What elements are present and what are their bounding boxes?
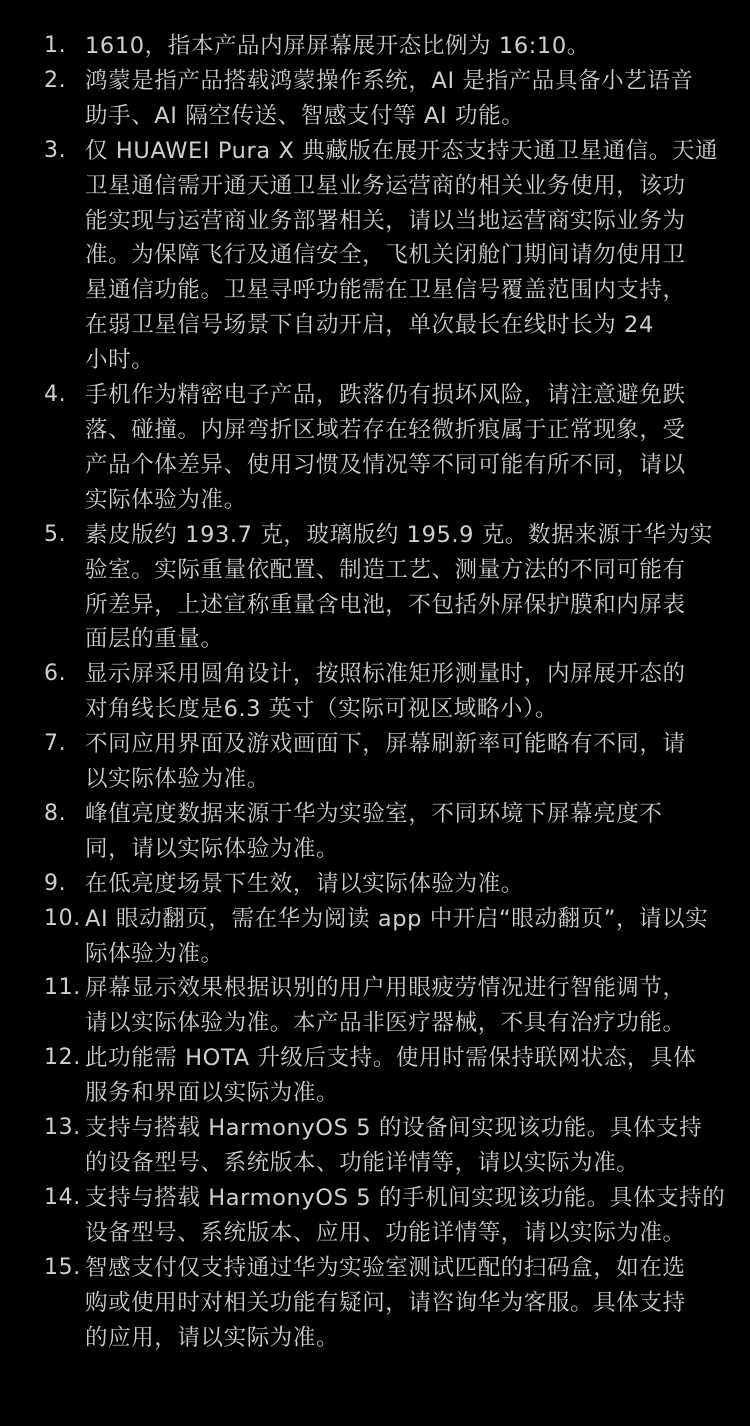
footnote-item (0, 902, 709, 972)
footnote-text-line: 同，请以实际体验为准。 (85, 835, 340, 862)
footnote-text-line: 小时。 (85, 347, 155, 374)
footnote-item (0, 64, 705, 134)
footnote-text-line: 能实现与运营商业务部署相关，请以当地运营商实际业务为 (85, 207, 686, 234)
footnote-text-line: 验室。实际重量依配置、制造工艺、测量方法的不同可能有 (85, 556, 686, 583)
footnote-text-line: 购或使用时对相关功能有疑问，请咨询华为客服。具体支持 (85, 1289, 686, 1316)
footnote-text-line: AI 眼动翻页，需在华为阅读 app 中开启“眼动翻页”，请以实 (85, 905, 709, 932)
footnote-text-line: 鸿蒙是指产品搭载鸿蒙操作系统，AI 是指产品具备小艺语音 (85, 67, 694, 94)
footnote-number: 4. (44, 382, 67, 408)
footnote-item (0, 134, 719, 378)
footnote-item (0, 727, 705, 797)
footnote-text-line: 峰值亮度数据来源于华为实验室，不同环境下屏幕亮度不 (85, 800, 663, 827)
footnote-text-line: 卫星通信需开通天通卫星业务运营商的相关业务使用，该功 (85, 172, 686, 199)
footnote-text-line: 所差异，上述宣称重量含电池，不包括外屏保护膜和内屏表 (85, 591, 686, 618)
footnote-text-line: 服务和界面以实际为准。 (85, 1080, 340, 1107)
footnote-item (0, 1111, 705, 1181)
footnote-text-line: 的设备型号、系统版本、功能详情等，请以实际为准。 (85, 1150, 640, 1176)
footnote-text-line: 请以实际体验为准。本产品非医疗器械，不具有治疗功能。 (85, 1010, 686, 1037)
footnote-text-line: 此功能需 HOTA 升级后支持。使用时需保持联网状态，具体 (85, 1045, 697, 1072)
footnote-text-line: 落、碰撞。内屏弯折区域若存在轻微折痕属于正常现象，受 (85, 416, 686, 443)
footnote-text-line: 素皮版约 193.7 克，玻璃版约 195.9 克。数据来源于华为实 (85, 521, 713, 548)
footnote-text-line: 在弱卫星信号场景下自动开启，单次最长在线时长为 24 (85, 312, 654, 339)
footnote-text-line: 设备型号、系统版本、应用、功能详情等，请以实际为准。 (85, 1219, 686, 1246)
footnote-number: 15. (44, 1254, 81, 1280)
footnote-text-line: 实际体验为准。 (85, 486, 247, 513)
footnote-item (0, 867, 705, 902)
footnote-text-line: 支持与搭载 HarmonyOS 5 的手机间实现该功能。具体支持的 (85, 1184, 726, 1211)
footnote-text-line: 1610，指本产品内屏屏幕展开态比例为 16:10。 (85, 33, 590, 59)
footnote-text-line: 助手、AI 隔空传送、智感支付等 AI 功能。 (85, 102, 525, 129)
footnote-item (0, 1041, 705, 1111)
footnote-number: 7. (44, 731, 67, 757)
footnote-text-line: 支持与搭载 HarmonyOS 5 的设备间实现该功能。具体支持 (85, 1115, 703, 1142)
footnote-number: 11. (44, 975, 81, 1001)
footnote-item (0, 518, 713, 658)
footnote-number: 2. (44, 67, 67, 93)
footnote-number: 14. (44, 1184, 81, 1210)
footnote-number: 13. (44, 1115, 81, 1141)
footnote-number: 5. (44, 521, 67, 547)
footnote-text-line: 显示屏采用圆角设计，按照标准矩形测量时，内屏展开态的 (85, 661, 686, 688)
footnote-item (0, 378, 705, 518)
footnote-item (0, 797, 705, 867)
footnote-number: 9. (44, 870, 67, 896)
footnote-text-line: 以实际体验为准。 (85, 766, 270, 793)
footnote-text-line: 手机作为精密电子产品，跌落仍有损坏风险，请注意避免跌 (85, 382, 686, 409)
footnote-text-line: 屏幕显示效果根据识别的用户用眼疲劳情况进行智能调节， (85, 975, 686, 1002)
footnote-text-line: 星通信功能。卫星寻呼功能需在卫星信号覆盖范围内支持， (85, 277, 686, 304)
footnote-text-line: 仅 HUAWEI Pura X 典藏版在展开态支持天通卫星通信。天通 (85, 137, 719, 164)
footnote-item (0, 971, 705, 1041)
footnote-item (0, 29, 705, 64)
footnote-text-line: 产品个体差异、使用习惯及情况等不同可能有所不同，请以 (85, 451, 686, 478)
footnote-text-line: 准。为保障飞行及通信安全，飞机关闭舱门期间请勿使用卫 (85, 242, 686, 269)
footnote-text-line: 不同应用界面及游戏画面下，屏幕刷新率可能略有不同，请 (85, 731, 686, 758)
footnote-item (0, 1251, 705, 1356)
footnote-text-line: 的应用，请以实际为准。 (85, 1324, 340, 1351)
footnote-text-line: 对角线长度是6.3 英寸（实际可视区域略小）。 (85, 696, 558, 723)
footnote-text-line: 在低亮度场景下生效，请以实际体验为准。 (85, 870, 524, 897)
footnote-number: 6. (44, 661, 67, 687)
footnote-number: 10. (44, 905, 81, 931)
footnote-item (0, 1181, 726, 1251)
footnote-text-line: 面层的重量。 (85, 626, 224, 653)
footnote-number: 3. (44, 137, 67, 163)
footnote-number: 12. (44, 1045, 81, 1071)
footnote-item (0, 657, 705, 727)
footnote-number: 1. (44, 33, 67, 58)
footnote-text-line: 际体验为准。 (85, 940, 224, 967)
footnote-text-line: 智感支付仅支持通过华为实验室测试匹配的扫码盒，如在选 (85, 1254, 686, 1281)
footnote-number: 8. (44, 800, 67, 826)
